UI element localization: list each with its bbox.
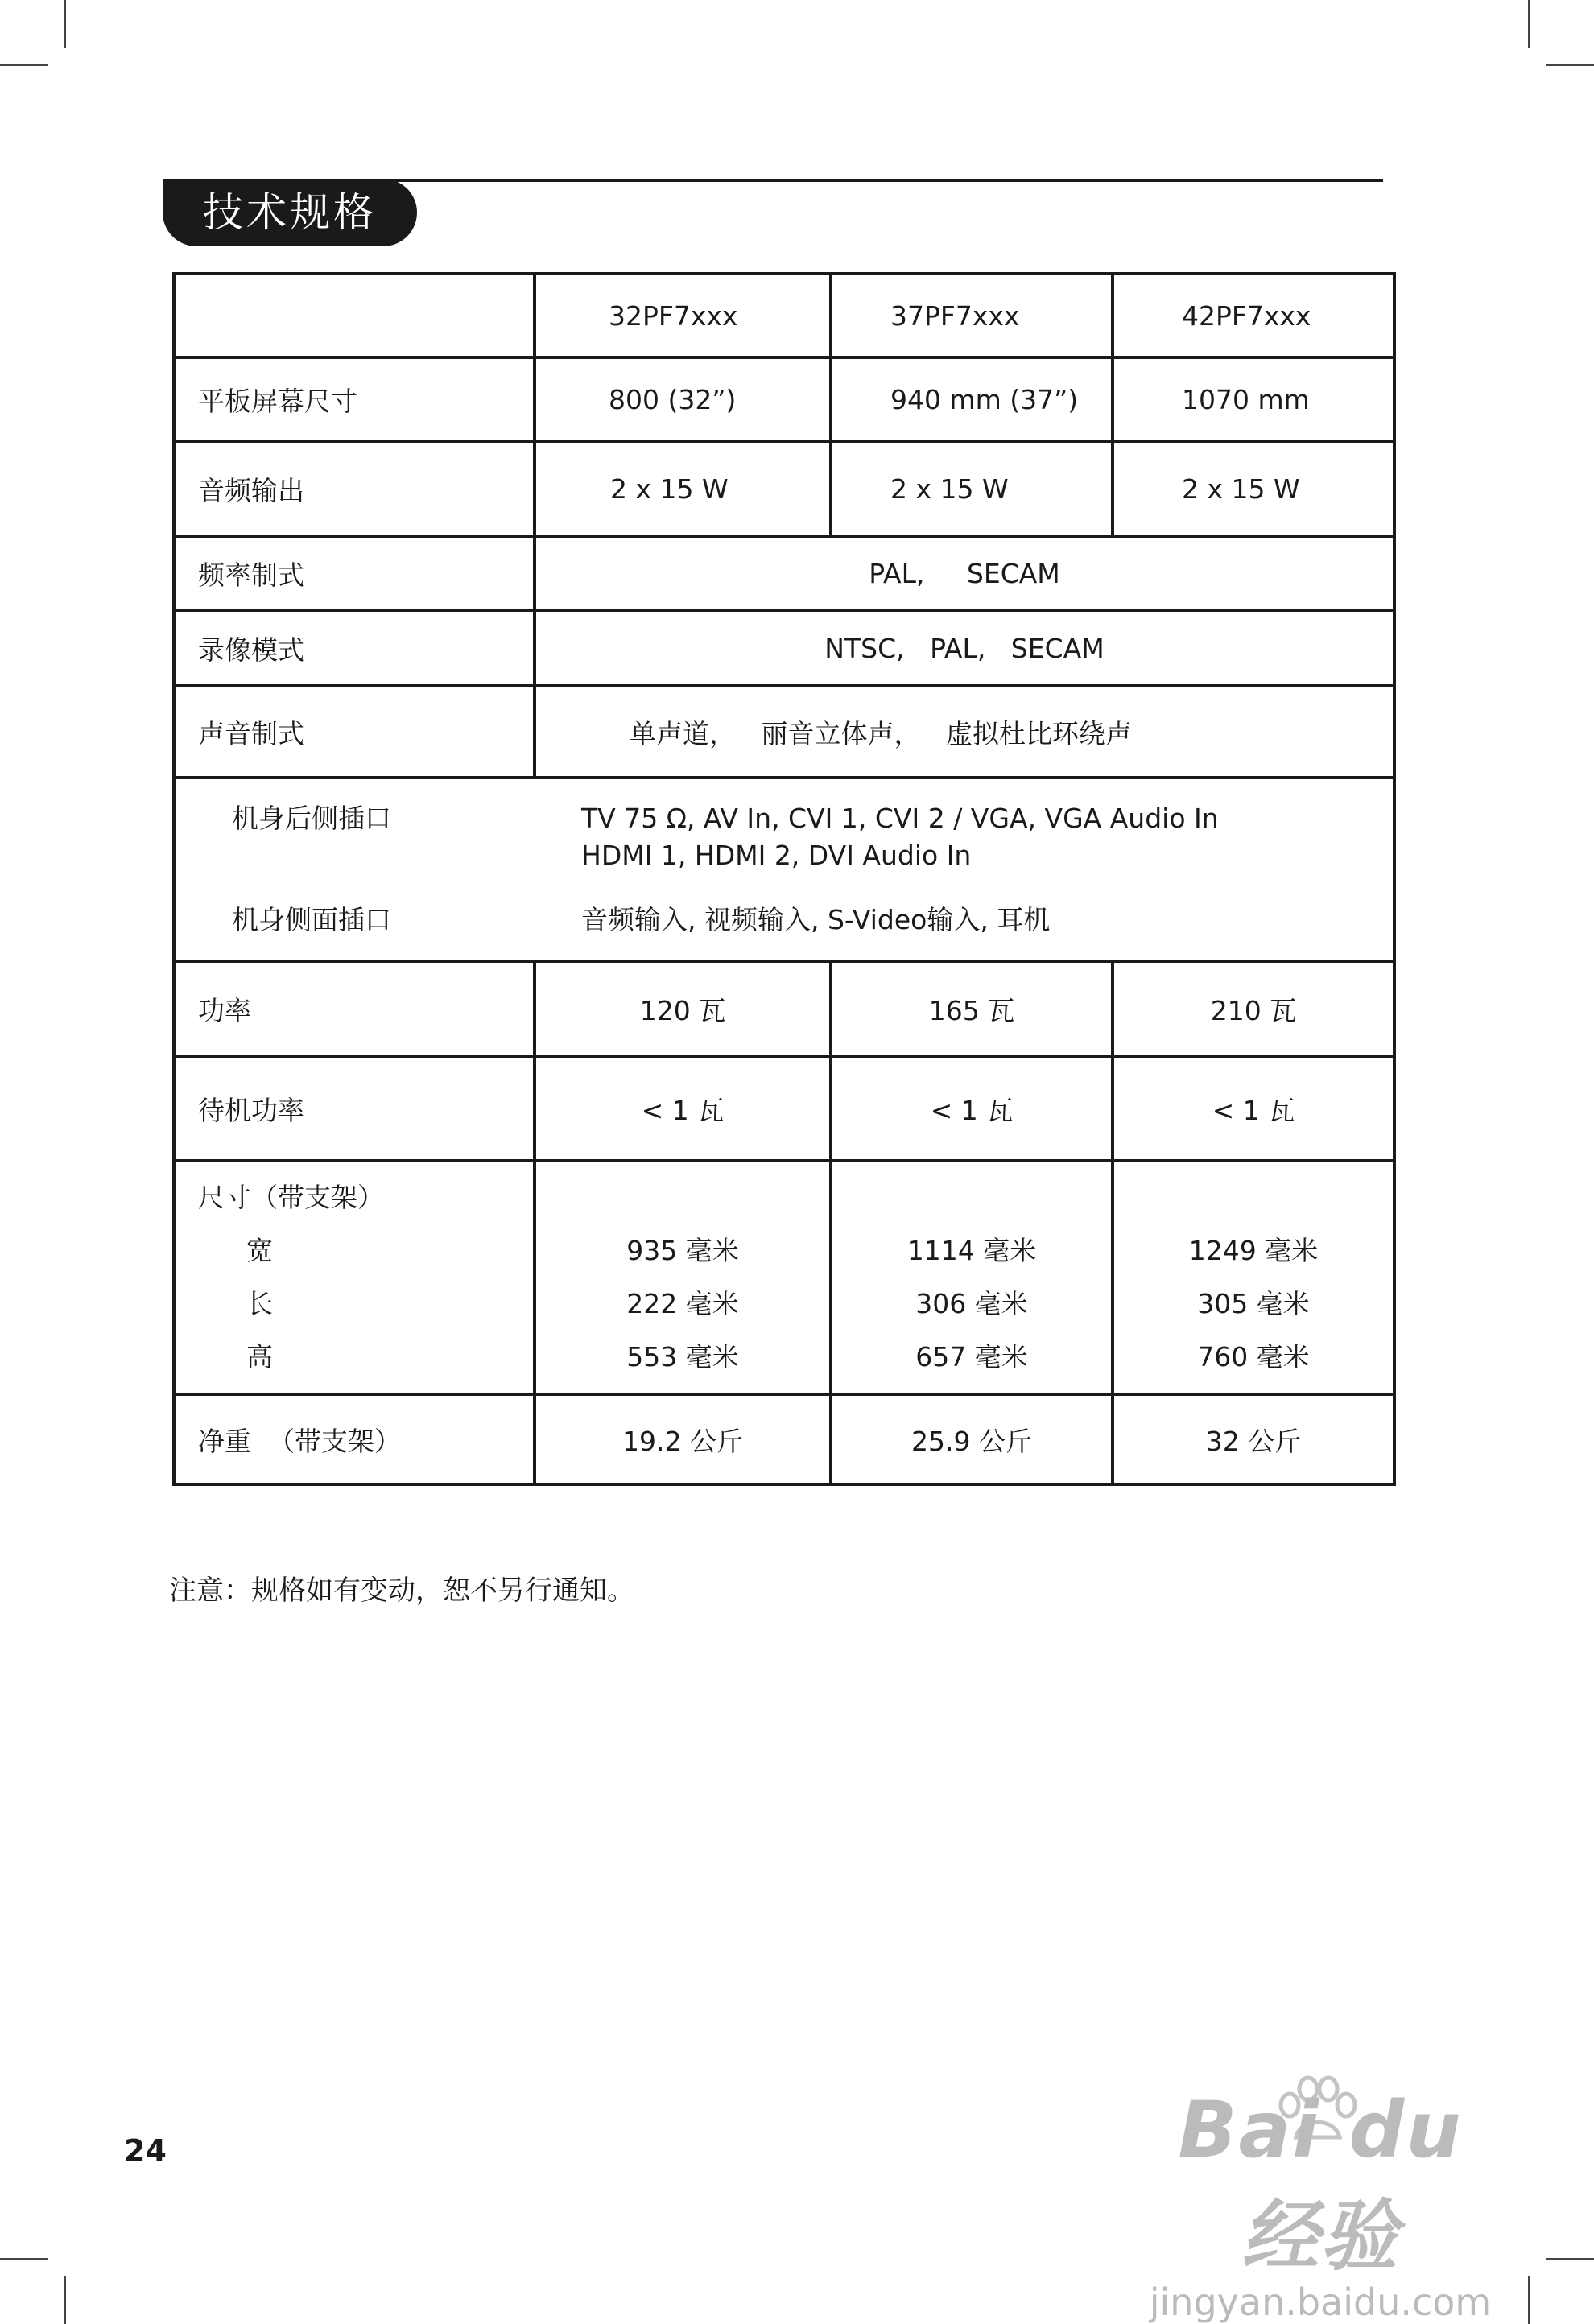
cell-value: 单声道， 丽音立体声， 虚拟杜比环绕声 xyxy=(535,686,1394,778)
ports-block xyxy=(176,779,1393,960)
row-label: 尺寸（带支架） xyxy=(198,1182,384,1213)
dim-width: 1249 毫米 xyxy=(1188,1235,1319,1266)
rear-ports-line: HDMI 1, HDMI 2, DVI Audio In xyxy=(581,840,972,871)
row-label: 录像模式 xyxy=(174,610,535,686)
table-row xyxy=(174,1394,1394,1484)
row-label: 平板屏幕尺寸 xyxy=(174,357,535,441)
crop-mark xyxy=(1546,64,1594,66)
row-label: 功率 xyxy=(174,961,535,1056)
dim-sub-label: 宽 xyxy=(246,1235,273,1266)
rear-ports-label: 机身后侧插口 xyxy=(232,803,391,834)
table-row-dimensions xyxy=(174,1161,1394,1394)
table-row-ports xyxy=(174,778,1394,961)
crop-mark xyxy=(0,2258,48,2260)
dim-values-cell xyxy=(1113,1161,1394,1394)
cell-value: 2 x 15 W xyxy=(1113,441,1394,536)
cell-value: 2 x 15 W xyxy=(535,441,831,536)
cell-value: 19.2 公斤 xyxy=(535,1394,831,1484)
spec-table xyxy=(172,272,1396,1486)
row-label: 净重 （带支架） xyxy=(174,1394,535,1484)
crop-mark xyxy=(64,0,66,48)
crop-mark xyxy=(1528,0,1530,48)
dim-width: 935 毫米 xyxy=(626,1235,739,1266)
dim-sub-label: 长 xyxy=(246,1288,273,1319)
dim-values-cell xyxy=(535,1161,831,1394)
cell-value: 120 瓦 xyxy=(535,961,831,1056)
watermark-sub: jingyan.baidu.com xyxy=(1149,2281,1492,2324)
dim-length: 305 毫米 xyxy=(1197,1288,1310,1319)
crop-mark xyxy=(64,2276,66,2324)
model-header: 32PF7xxx xyxy=(535,274,831,357)
model-header: 37PF7xxx xyxy=(831,274,1113,357)
cell-value: 800 (32”) xyxy=(535,357,831,441)
row-label: 声音制式 xyxy=(174,686,535,778)
dimensions-label-cell xyxy=(174,1161,535,1394)
dim-length: 222 毫米 xyxy=(626,1288,739,1319)
table-header-row xyxy=(174,274,1394,357)
cell-value: 2 x 15 W xyxy=(831,441,1113,536)
empty-header-cell xyxy=(174,274,535,357)
cell-value: < 1 瓦 xyxy=(1113,1056,1394,1161)
dim-values-cell xyxy=(831,1161,1113,1394)
dim-height: 760 毫米 xyxy=(1197,1341,1310,1373)
cell-value: 210 瓦 xyxy=(1113,961,1394,1056)
cell-value: 1070 mm xyxy=(1113,357,1394,441)
row-label: 待机功率 xyxy=(174,1056,535,1161)
crop-mark xyxy=(1546,2258,1594,2260)
cell-value: 32 公斤 xyxy=(1113,1394,1394,1484)
table-row xyxy=(174,441,1394,536)
table-row xyxy=(174,1056,1394,1161)
table-row xyxy=(174,536,1394,610)
table-row xyxy=(174,357,1394,441)
crop-mark xyxy=(0,64,48,66)
cell-value: 25.9 公斤 xyxy=(831,1394,1113,1484)
dim-length: 306 毫米 xyxy=(915,1288,1028,1319)
watermark xyxy=(1127,2085,1513,2324)
cell-value: < 1 瓦 xyxy=(831,1056,1113,1161)
dim-sub-label: 高 xyxy=(246,1341,273,1373)
cell-value: PAL, SECAM xyxy=(535,536,1394,610)
watermark-main: Bai du 经验 xyxy=(1178,2085,1463,2281)
page-title: 技术规格 xyxy=(163,179,417,246)
page-number: 24 xyxy=(124,2133,167,2169)
dim-height: 657 毫米 xyxy=(915,1341,1028,1373)
row-label: 频率制式 xyxy=(174,536,535,610)
cell-value: < 1 瓦 xyxy=(535,1056,831,1161)
table-row xyxy=(174,610,1394,686)
rear-ports-line: TV 75 Ω, AV In, CVI 1, CVI 2 / VGA, VGA Audio In xyxy=(581,803,1219,834)
header-rule xyxy=(378,179,1383,182)
table-row xyxy=(174,961,1394,1056)
footnote: 注意：规格如有变动，恕不另行通知。 xyxy=(169,1575,634,1607)
dim-width: 1114 毫米 xyxy=(906,1235,1037,1266)
table-row xyxy=(174,686,1394,778)
side-ports-label: 机身侧面插口 xyxy=(232,904,391,935)
cell-value: NTSC, PAL, SECAM xyxy=(535,610,1394,686)
model-header: 42PF7xxx xyxy=(1113,274,1394,357)
cell-value: 940 mm (37”) xyxy=(831,357,1113,441)
crop-mark xyxy=(1528,2276,1530,2324)
side-ports-value: 音频输入, 视频输入, S-Video输入, 耳机 xyxy=(581,904,1051,935)
cell-value: 165 瓦 xyxy=(831,961,1113,1056)
dim-height: 553 毫米 xyxy=(626,1341,739,1373)
row-label: 音频输出 xyxy=(174,441,535,536)
